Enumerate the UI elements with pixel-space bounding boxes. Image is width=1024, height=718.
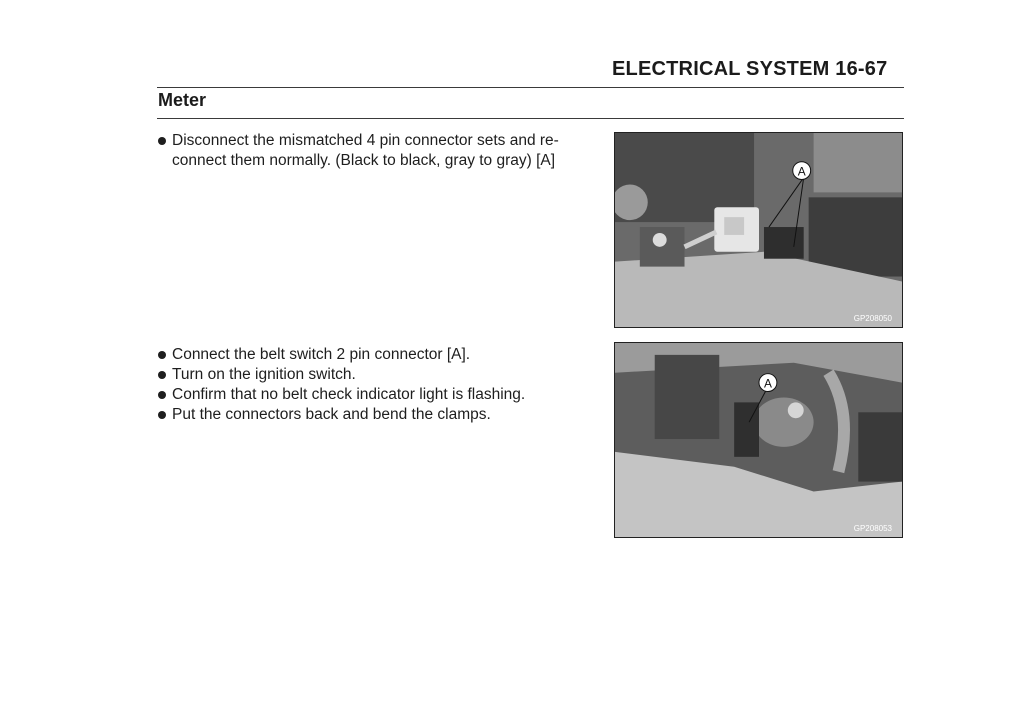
- bullet-icon: [158, 137, 166, 145]
- bullet-icon: [158, 371, 166, 379]
- step-list-2: [158, 345, 598, 425]
- header-rule: [157, 87, 904, 88]
- bullet-icon: [158, 351, 166, 359]
- bullet-icon: [158, 411, 166, 419]
- step-text: Turn on the ignition switch.: [172, 366, 356, 383]
- section-title: Meter: [158, 90, 207, 110]
- step-text-line1: Disconnect the mismatched 4 pin connector sets and re-: [172, 132, 559, 149]
- page-header-title: ELECTRICAL SYSTEM 16-67: [612, 58, 888, 80]
- step-item: [158, 345, 598, 365]
- figure-1-code: GP208050: [853, 314, 892, 323]
- step-text: Connect the belt switch 2 pin connector [A].: [172, 346, 471, 363]
- figure-connector-sets: [614, 132, 903, 328]
- step-text: Confirm that no belt check indicator light is flashing.: [172, 386, 526, 403]
- figure-1-callout: A: [797, 164, 806, 179]
- figure-2-illustration: [615, 343, 902, 537]
- step-item: [158, 365, 598, 385]
- section-rule: [157, 118, 904, 119]
- figure-2-code: GP208053: [853, 524, 892, 533]
- bullet-icon: [158, 391, 166, 399]
- step-text-line2: connect them normally. (Black to black, gray to gray) [A]: [172, 152, 556, 169]
- figure-1-illustration: [615, 133, 902, 327]
- step-list-1: [158, 131, 598, 171]
- figure-belt-switch-connector: [614, 342, 903, 538]
- step-item: [158, 385, 598, 405]
- step-item: [158, 405, 598, 425]
- step-item: [158, 131, 598, 171]
- step-text: Put the connectors back and bend the clamps.: [172, 406, 491, 423]
- figure-2-callout: A: [763, 376, 772, 391]
